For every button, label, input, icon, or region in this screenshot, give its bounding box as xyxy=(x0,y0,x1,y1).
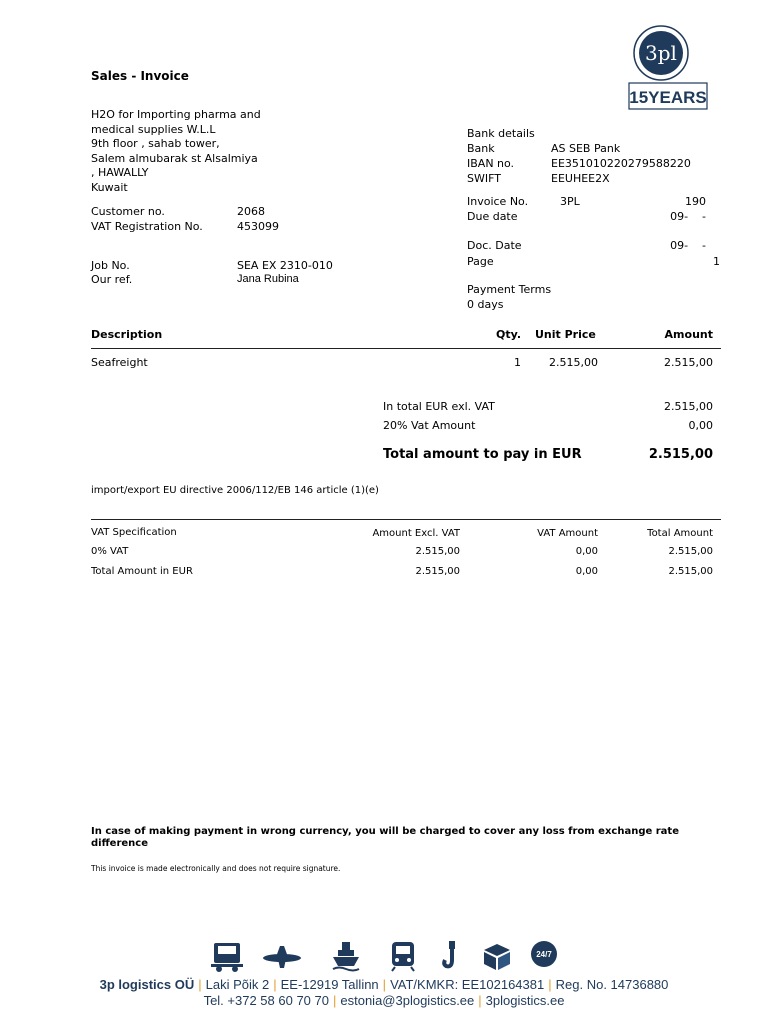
iban-value: EE351010220279588220 xyxy=(551,157,691,170)
footer-email[interactable]: estonia@3plogistics.ee xyxy=(340,993,475,1008)
document-title: Sales - Invoice xyxy=(91,69,189,83)
vat-spec-divider xyxy=(91,519,721,520)
customer-no-label: Customer no. xyxy=(91,205,165,218)
line-unit-price: 2.515,00 xyxy=(549,356,598,369)
job-no-value: SEA EX 2310-010 xyxy=(237,259,333,272)
footer-reg: Reg. No. 14736880 xyxy=(555,977,669,992)
footer-company-line: 3p logistics OÜ | Laki Põik 2 | EE-12919 Tallinn | VAT/KMKR: EE102164381 | Reg. No. 14736880 xyxy=(99,977,669,992)
ship-icon xyxy=(332,940,360,972)
address-line: , HAWALLY xyxy=(91,166,149,180)
vat-spec-col-excl: Amount Excl. VAT xyxy=(372,528,460,539)
address-line: Salem almubarak st Alsalmiya xyxy=(91,151,258,165)
address-line: Kuwait xyxy=(91,180,128,194)
our-ref-value: Jana Rubina xyxy=(237,273,299,285)
vat-spec-col-total: Total Amount xyxy=(647,528,713,539)
swift-label: SWIFT xyxy=(467,172,501,185)
footer-contact-line: Tel. +372 58 60 70 70 | estonia@3plogistics.ee | 3plogistics.ee xyxy=(203,993,565,1008)
address-line: medical supplies W.L.L xyxy=(91,122,216,136)
job-no-label: Job No. xyxy=(91,259,130,272)
currency-warning-line2: difference xyxy=(91,838,149,849)
grand-total-label: Total amount to pay in EUR xyxy=(383,447,582,462)
invoice-prefix: 3PL xyxy=(560,195,580,208)
vat-spec-total: 2.515,00 xyxy=(668,566,713,577)
footer-web[interactable]: 3plogistics.ee xyxy=(485,993,565,1008)
footer-company: 3p logistics OÜ xyxy=(99,977,195,992)
crane-hook-icon xyxy=(442,940,462,972)
badge-247: 24/7 xyxy=(536,950,552,959)
vat-spec-vat: 0,00 xyxy=(575,566,598,577)
service-icons xyxy=(210,940,560,974)
footer-vat: VAT/KMKR: EE102164381 xyxy=(390,977,545,992)
vat-spec-excl: 2.515,00 xyxy=(415,546,460,557)
vat-spec-label: 0% VAT xyxy=(91,546,129,557)
iban-label: IBAN no. xyxy=(467,157,515,170)
page-value: 1 xyxy=(713,255,720,268)
logo-mark: 3pl xyxy=(645,41,677,65)
col-description: Description xyxy=(91,328,163,341)
vat-reg-value: 453099 xyxy=(237,220,279,233)
address-line: 9th floor , sahab tower, xyxy=(91,137,220,151)
logo-badge: 15YEARS xyxy=(629,88,707,107)
package-icon xyxy=(482,940,512,972)
vat-spec-vat: 0,00 xyxy=(575,546,598,557)
total-excl-value: 2.515,00 xyxy=(664,400,713,413)
page-label: Page xyxy=(467,255,494,268)
line-qty: 1 xyxy=(514,356,521,369)
company-logo xyxy=(627,23,709,111)
bank-label: Bank xyxy=(467,142,495,155)
line-description: Seafreight xyxy=(91,356,148,369)
payment-terms-value: 0 days xyxy=(467,298,504,311)
currency-warning-line1: In case of making payment in wrong currency, you will be charged to cover any loss from exchange rate xyxy=(91,826,679,837)
due-date-value: 09- - xyxy=(670,210,706,223)
col-amount: Amount xyxy=(664,328,713,341)
directive-note: import/export EU directive 2006/112/EB 146 article (1)(e) xyxy=(91,485,379,496)
grand-total-value: 2.515,00 xyxy=(648,447,713,462)
vat-spec-excl: 2.515,00 xyxy=(415,566,460,577)
vat-spec-total: 2.515,00 xyxy=(668,546,713,557)
footer-city: EE-12919 Tallinn xyxy=(280,977,379,992)
address-line: H2O for Importing pharma and xyxy=(91,108,261,121)
footer-tel: Tel. +372 58 60 70 70 xyxy=(203,993,329,1008)
due-date-label: Due date xyxy=(467,210,518,223)
vat-spec-label: Total Amount in EUR xyxy=(91,566,193,577)
clock-24-7-icon xyxy=(530,940,558,968)
doc-date-value: 09- - xyxy=(670,239,706,252)
col-unit-price: Unit Price xyxy=(535,328,596,341)
swift-value: EEUHEE2X xyxy=(551,172,610,185)
table-divider xyxy=(91,348,721,349)
train-icon xyxy=(390,940,416,972)
total-excl-label: In total EUR exl. VAT xyxy=(383,400,495,413)
doc-date-label: Doc. Date xyxy=(467,239,522,252)
vat-amount-label: 20% Vat Amount xyxy=(383,419,476,432)
our-ref-label: Our ref. xyxy=(91,273,133,286)
truck-icon xyxy=(210,940,244,972)
invoice-no-value: 190 xyxy=(685,195,706,208)
customer-no-value: 2068 xyxy=(237,205,265,218)
footer-address: Laki Põik 2 xyxy=(205,977,270,992)
signature-note: This invoice is made electronically and does not require signature. xyxy=(91,864,341,873)
bank-value: AS SEB Pank xyxy=(551,142,621,155)
vat-amount-value: 0,00 xyxy=(688,419,713,432)
invoice-no-label: Invoice No. xyxy=(467,195,529,208)
bank-heading: Bank details xyxy=(467,127,535,140)
col-qty: Qty. xyxy=(496,328,521,341)
customer-address xyxy=(91,108,261,196)
line-amount: 2.515,00 xyxy=(664,356,713,369)
payment-terms-label: Payment Terms xyxy=(467,283,552,296)
airplane-icon xyxy=(262,940,302,972)
vat-spec-heading: VAT Specification xyxy=(91,527,177,538)
vat-spec-col-vat: VAT Amount xyxy=(537,528,598,539)
vat-reg-label: VAT Registration No. xyxy=(91,220,203,233)
